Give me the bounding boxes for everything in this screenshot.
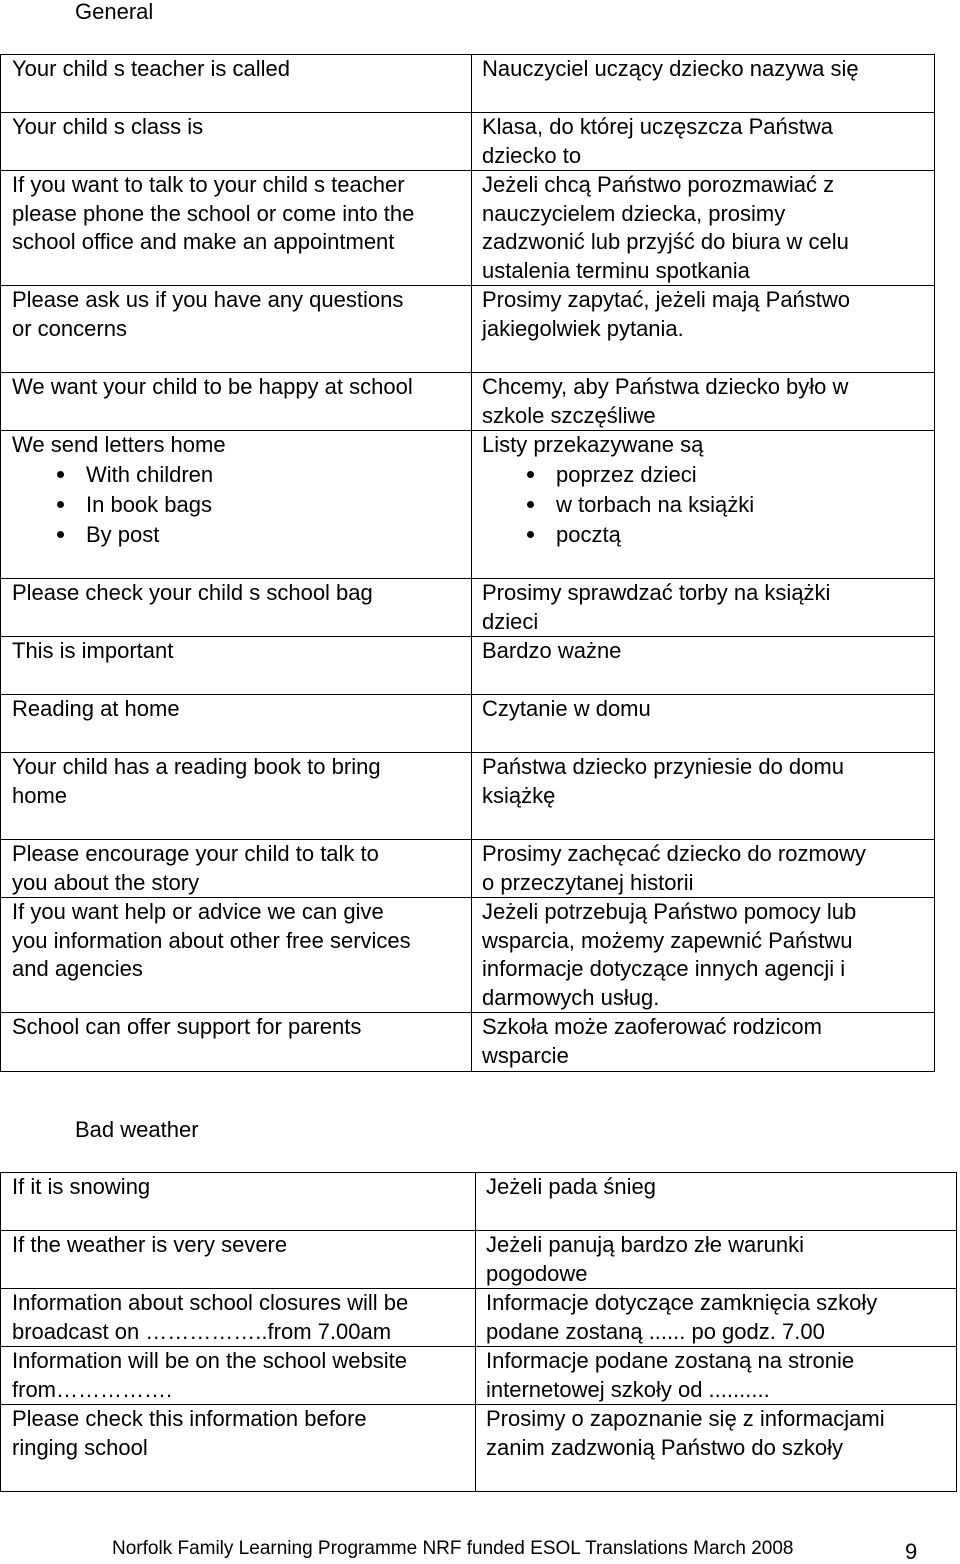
general-row bbox=[1, 431, 935, 579]
english-cell bbox=[1, 695, 472, 753]
polish-text: Listy przekazywane są bbox=[482, 432, 704, 457]
english-cell bbox=[1, 1231, 476, 1289]
polish-text: Informacje dotyczące zamknięcia szkoły podane zostaną ...... po godz. 7.00 bbox=[486, 1290, 878, 1344]
polish-cell bbox=[472, 55, 935, 113]
polish-cell bbox=[472, 1013, 935, 1072]
page-number: 9 bbox=[905, 1539, 918, 1564]
polish-text: Nauczyciel uczący dziecko nazywa się bbox=[482, 56, 859, 81]
english-cell bbox=[1, 286, 472, 373]
polish-text: Czytanie w domu bbox=[482, 696, 651, 721]
general-row bbox=[1, 579, 935, 637]
general-row bbox=[1, 171, 935, 286]
polish-cell bbox=[476, 1289, 957, 1347]
polish-text: Chcemy, aby Państwa dziecko było w szkole szczęśliwe bbox=[482, 374, 849, 428]
english-cell bbox=[1, 113, 472, 171]
english-text: Your child s class is bbox=[12, 114, 204, 139]
english-text: Your child has a reading book to bring home bbox=[12, 754, 381, 808]
general-table bbox=[0, 54, 935, 1072]
polish-text: Szkoła może zaoferować rodzicom wsparcie bbox=[482, 1014, 822, 1068]
bullet-list bbox=[12, 460, 471, 550]
general-heading: General bbox=[75, 0, 154, 24]
english-cell bbox=[1, 579, 472, 637]
general-row bbox=[1, 373, 935, 431]
english-text: Your child s teacher is called bbox=[12, 56, 291, 81]
english-cell bbox=[1, 373, 472, 431]
polish-cell bbox=[476, 1231, 957, 1289]
polish-cell bbox=[472, 637, 935, 695]
polish-cell bbox=[476, 1173, 957, 1231]
general-row bbox=[1, 1013, 935, 1072]
english-text: This is important bbox=[12, 638, 174, 663]
english-text: We want your child to be happy at school bbox=[12, 374, 413, 399]
general-row bbox=[1, 898, 935, 1013]
weather-row bbox=[1, 1231, 957, 1289]
english-text: If the weather is very severe bbox=[12, 1232, 288, 1257]
english-cell bbox=[1, 753, 472, 840]
english-cell bbox=[1, 637, 472, 695]
english-cell bbox=[1, 171, 472, 286]
english-cell bbox=[1, 1013, 472, 1072]
polish-text: Prosimy zachęcać dziecko do rozmowy o przeczytanej historii bbox=[482, 841, 866, 895]
english-cell bbox=[1, 1405, 476, 1492]
bad-weather-table bbox=[0, 1172, 957, 1492]
polish-cell bbox=[472, 753, 935, 840]
general-row bbox=[1, 113, 935, 171]
english-text: Reading at home bbox=[12, 696, 180, 721]
bullet-item: With children bbox=[12, 460, 471, 490]
polish-cell bbox=[472, 171, 935, 286]
general-row bbox=[1, 695, 935, 753]
weather-row bbox=[1, 1347, 957, 1405]
english-cell bbox=[1, 55, 472, 113]
polish-cell bbox=[472, 898, 935, 1013]
general-row bbox=[1, 753, 935, 840]
polish-cell bbox=[472, 373, 935, 431]
english-cell bbox=[1, 1289, 476, 1347]
general-row bbox=[1, 286, 935, 373]
english-cell bbox=[1, 898, 472, 1013]
polish-cell bbox=[472, 579, 935, 637]
polish-text: Prosimy o zapoznanie się z informacjami zanim zadzwonią Państwo do szkoły bbox=[486, 1406, 885, 1460]
polish-cell bbox=[472, 840, 935, 898]
general-row bbox=[1, 637, 935, 695]
bullet-item: pocztą bbox=[482, 520, 934, 550]
general-row bbox=[1, 55, 935, 113]
english-cell bbox=[1, 431, 472, 579]
bullet-item: poprzez dzieci bbox=[482, 460, 934, 490]
weather-row bbox=[1, 1405, 957, 1492]
polish-text: Prosimy zapytać, jeżeli mają Państwo jakiegolwiek pytania. bbox=[482, 287, 851, 341]
polish-cell bbox=[472, 286, 935, 373]
polish-text: Państwa dziecko przyniesie do domu książkę bbox=[482, 754, 844, 808]
weather-row bbox=[1, 1289, 957, 1347]
english-cell bbox=[1, 1173, 476, 1231]
english-text: We send letters home bbox=[12, 432, 226, 457]
english-text: If it is snowing bbox=[12, 1174, 151, 1199]
bullet-item: w torbach na książki bbox=[482, 490, 934, 520]
english-text: If you want to talk to your child s teacher please phone the school or come into the school office and make an appointment bbox=[12, 172, 415, 254]
polish-cell bbox=[472, 695, 935, 753]
polish-text: Jeżeli pada śnieg bbox=[486, 1174, 657, 1199]
polish-cell bbox=[476, 1347, 957, 1405]
polish-cell bbox=[472, 431, 935, 579]
english-text: Information will be on the school website from……………. bbox=[12, 1348, 407, 1402]
polish-cell bbox=[472, 113, 935, 171]
english-text: Information about school closures will be broadcast on ……………..from 7.00am bbox=[12, 1290, 409, 1344]
bullet-list bbox=[482, 460, 934, 550]
polish-cell bbox=[476, 1405, 957, 1492]
polish-text: Informacje podane zostaną na stronie internetowej szkoły od .......... bbox=[486, 1348, 855, 1402]
english-text: Please check this information before ringing school bbox=[12, 1406, 367, 1460]
english-text: Please ask us if you have any questions or concerns bbox=[12, 287, 404, 341]
general-row bbox=[1, 840, 935, 898]
bullet-item: By post bbox=[12, 520, 471, 550]
bullet-item: In book bags bbox=[12, 490, 471, 520]
polish-text: Jeżeli potrzebują Państwo pomocy lub wsparcia, możemy zapewnić Państwu informacje dotyczące innych agencji i darmowych usług. bbox=[482, 899, 857, 1010]
english-text: School can offer support for parents bbox=[12, 1014, 362, 1039]
footer-text: Norfolk Family Learning Programme NRF funded ESOL Translations March 2008 bbox=[112, 1538, 794, 1559]
polish-text: Bardzo ważne bbox=[482, 638, 622, 663]
english-cell bbox=[1, 1347, 476, 1405]
polish-text: Jeżeli panują bardzo złe warunki pogodowe bbox=[486, 1232, 804, 1286]
polish-text: Jeżeli chcą Państwo porozmawiać z nauczycielem dziecka, prosimy zadzwonić lub przyjść do biura w celu ustalenia terminu spotkania bbox=[482, 172, 849, 283]
polish-text: Klasa, do której uczęszcza Państwa dziecko to bbox=[482, 114, 833, 168]
weather-row bbox=[1, 1173, 957, 1231]
english-cell bbox=[1, 840, 472, 898]
english-text: If you want help or advice we can give you information about other free services and agencies bbox=[12, 899, 411, 981]
english-text: Please encourage your child to talk to you about the story bbox=[12, 841, 379, 895]
polish-text: Prosimy sprawdzać torby na książki dzieci bbox=[482, 580, 831, 634]
bad-weather-heading: Bad weather bbox=[75, 1117, 199, 1142]
english-text: Please check your child s school bag bbox=[12, 580, 373, 605]
